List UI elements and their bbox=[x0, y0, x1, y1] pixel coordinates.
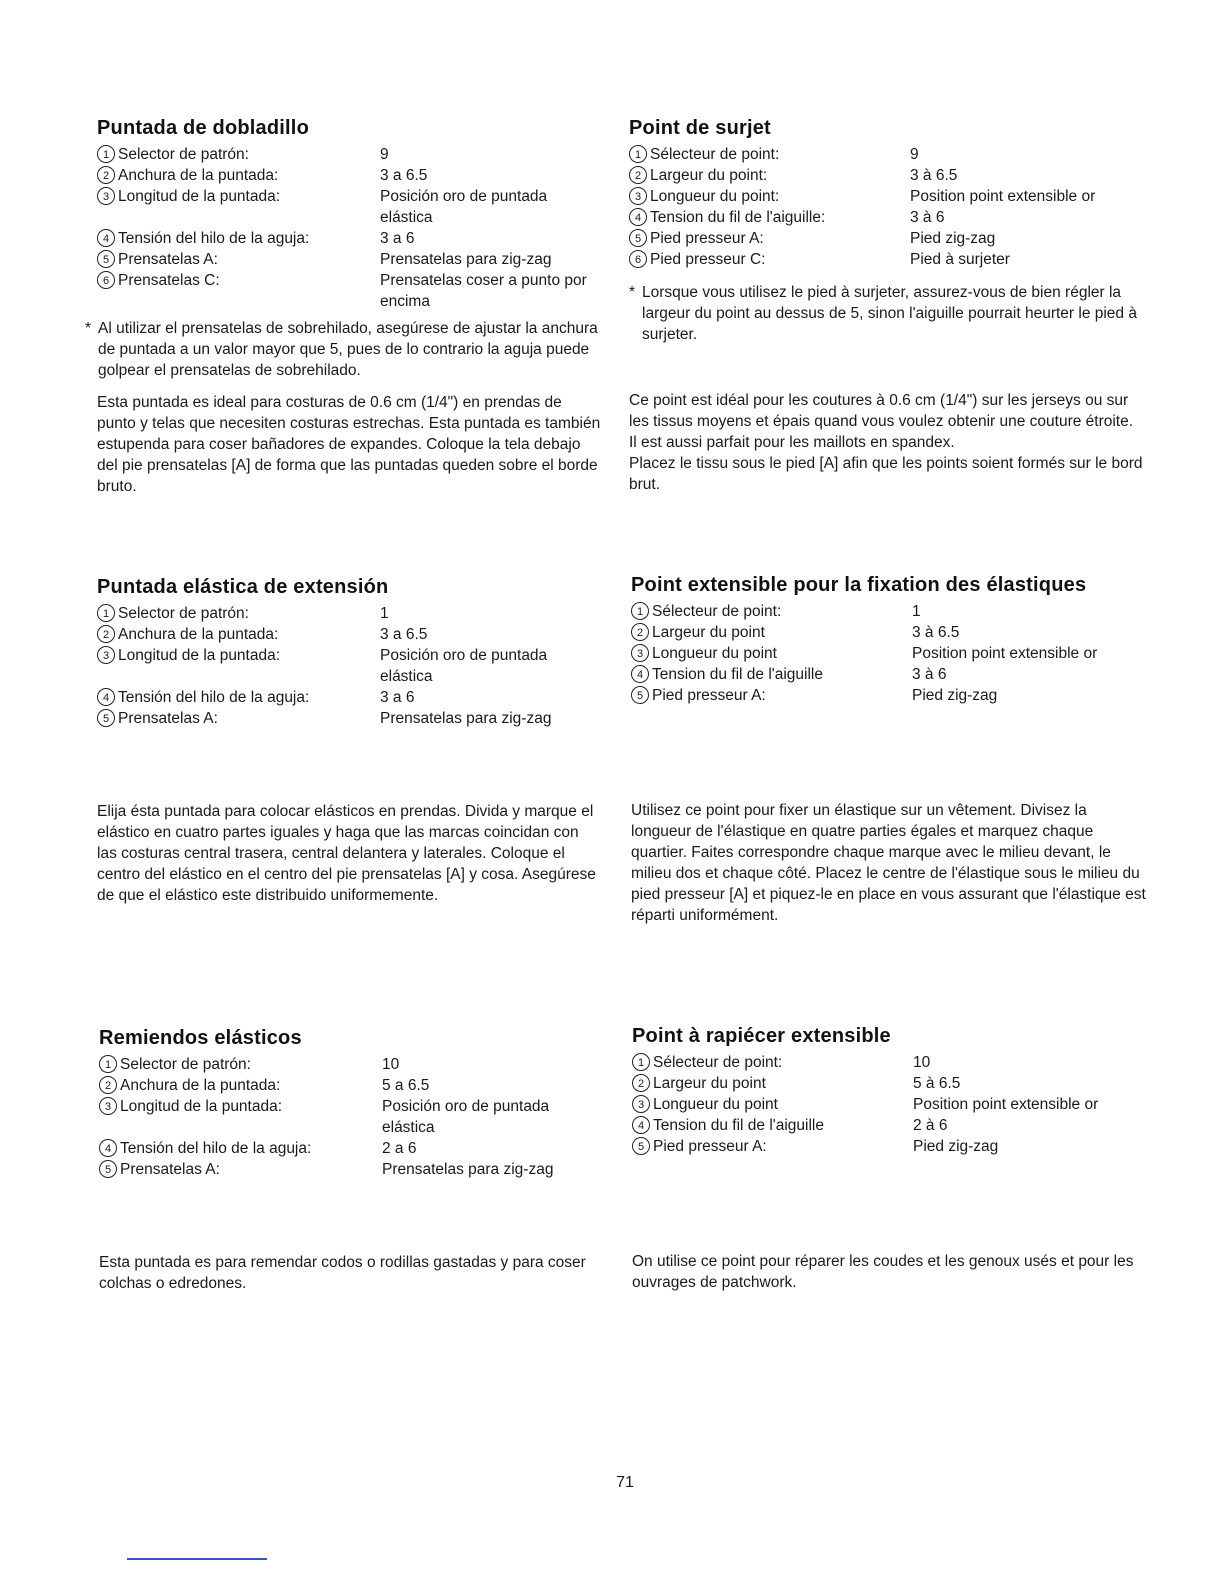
section-puntada-elastica bbox=[97, 576, 617, 729]
setting-row bbox=[631, 685, 1191, 706]
setting-value: Pied zig-zag bbox=[910, 230, 996, 247]
setting-label: Pied presseur C: bbox=[650, 251, 766, 268]
setting-row bbox=[629, 144, 1149, 165]
setting-label: Sélecteur de point: bbox=[650, 146, 780, 163]
description-surjet bbox=[629, 390, 1149, 495]
circled-number: 5 bbox=[97, 709, 115, 727]
setting-label: Prensatelas A: bbox=[118, 251, 218, 268]
note-text: Lorsque vous utilisez le pied à surjeter, assurez-vous de bien régler la largeur du point au dessus de 5, sinon l'aiguille pourrait heurter le pied à surjeter. bbox=[642, 284, 1137, 343]
setting-label: Largeur du point bbox=[653, 1075, 766, 1092]
circled-number: 4 bbox=[631, 665, 649, 683]
section-title: Point à rapiécer extensible bbox=[632, 1025, 891, 1047]
circled-number: 1 bbox=[631, 602, 649, 620]
circled-number: 5 bbox=[97, 250, 115, 268]
setting-label: Longitud de la puntada: bbox=[118, 188, 281, 205]
page-number: 71 bbox=[616, 1474, 634, 1491]
setting-value: Position point extensible or bbox=[910, 188, 1096, 205]
setting-row bbox=[631, 643, 1191, 664]
setting-label: Prensatelas C: bbox=[118, 272, 220, 289]
description-text: Esta puntada es para remendar codos o rodillas gastadas y para coser colchas o edredones. bbox=[99, 1254, 586, 1292]
description-dobladillo bbox=[97, 392, 602, 497]
description-text: Elija ésta puntada para colocar elásticos en prendas. Divida y marque el elástico en cuatro partes iguales y haga que las marcas coincidan con las costuras central trasera, central delantera y laterales. Coloque el centro del elástico en el centro del pie prensatelas [A] y cosa. Asegúrese de que el elástico este distribuido uniformemente. bbox=[97, 803, 596, 904]
setting-value: Posición oro de puntada elástica bbox=[380, 647, 548, 685]
circled-number: 1 bbox=[97, 604, 115, 622]
circled-number: 3 bbox=[629, 187, 647, 205]
circled-number: 2 bbox=[97, 166, 115, 184]
setting-value: Prensatelas para zig-zag bbox=[380, 710, 552, 727]
circled-number: 1 bbox=[97, 145, 115, 163]
setting-row bbox=[629, 165, 1149, 186]
setting-row bbox=[632, 1052, 1152, 1073]
circled-number: 1 bbox=[632, 1053, 650, 1071]
setting-row bbox=[99, 1096, 619, 1138]
setting-label: Anchura de la puntada: bbox=[118, 626, 279, 643]
setting-row bbox=[629, 249, 1149, 270]
section-point-rapiecer bbox=[632, 1025, 1152, 1157]
setting-label: Tension du fil de l'aiguille: bbox=[650, 209, 826, 226]
setting-row bbox=[631, 622, 1191, 643]
section-point-surjet bbox=[629, 117, 1149, 345]
circled-number: 3 bbox=[97, 646, 115, 664]
setting-row bbox=[631, 601, 1191, 622]
setting-label: Pied presseur A: bbox=[653, 1138, 767, 1155]
setting-value: 3 a 6.5 bbox=[380, 626, 428, 643]
circled-number: 2 bbox=[97, 625, 115, 643]
setting-value: Prensatelas coser a punto por encima bbox=[380, 272, 587, 310]
circled-number: 3 bbox=[631, 644, 649, 662]
circled-number: 2 bbox=[629, 166, 647, 184]
circled-number: 1 bbox=[629, 145, 647, 163]
setting-label: Prensatelas A: bbox=[118, 710, 218, 727]
setting-label: Pied presseur A: bbox=[650, 230, 764, 247]
setting-label: Selector de patrón: bbox=[120, 1056, 251, 1073]
setting-value: 3 à 6.5 bbox=[910, 167, 958, 184]
setting-label: Pied presseur A: bbox=[652, 687, 766, 704]
setting-label: Selector de patrón: bbox=[118, 146, 249, 163]
setting-value: 3 a 6.5 bbox=[380, 167, 428, 184]
setting-row bbox=[97, 249, 617, 270]
circled-number: 3 bbox=[632, 1095, 650, 1113]
setting-row bbox=[632, 1073, 1152, 1094]
circled-number: 4 bbox=[97, 688, 115, 706]
setting-label: Tensión del hilo de la aguja: bbox=[118, 689, 310, 706]
setting-value: 3 a 6 bbox=[380, 689, 415, 706]
circled-number: 3 bbox=[97, 187, 115, 205]
section-title: Remiendos elásticos bbox=[99, 1027, 302, 1049]
setting-value: 2 a 6 bbox=[382, 1140, 417, 1157]
setting-row bbox=[97, 270, 617, 312]
setting-row bbox=[99, 1054, 619, 1075]
setting-label: Anchura de la puntada: bbox=[118, 167, 279, 184]
description-text: Ce point est idéal pour les coutures à 0.6 cm (1/4") sur les jerseys ou sur les tissus moyens et épais quand vous voulez obtenir une couture étroite. bbox=[629, 392, 1134, 430]
footer-rule bbox=[127, 1558, 267, 1560]
setting-row bbox=[632, 1136, 1152, 1157]
setting-row bbox=[99, 1159, 619, 1180]
setting-row bbox=[97, 603, 617, 624]
setting-label: Anchura de la puntada: bbox=[120, 1077, 281, 1094]
setting-row bbox=[629, 186, 1149, 207]
note: * Lorsque vous utilisez le pied à surjeter, assurez-vous de bien régler la largeur du point au dessus de 5, sinon l'aiguille pourrait heurter le pied à surjeter. bbox=[629, 282, 1144, 345]
section-point-extensible bbox=[631, 574, 1191, 706]
circled-number: 5 bbox=[631, 686, 649, 704]
setting-label: Longitud de la puntada: bbox=[120, 1098, 283, 1115]
circled-number: 4 bbox=[99, 1139, 117, 1157]
circled-number: 6 bbox=[97, 271, 115, 289]
setting-value: 3 a 6 bbox=[380, 230, 415, 247]
setting-label: Longitud de la puntada: bbox=[118, 647, 281, 664]
setting-row bbox=[97, 186, 617, 228]
setting-row bbox=[632, 1115, 1152, 1136]
setting-value: Pied à surjeter bbox=[910, 251, 1010, 268]
setting-value: Prensatelas para zig-zag bbox=[382, 1161, 554, 1178]
circled-number: 4 bbox=[629, 208, 647, 226]
setting-row bbox=[97, 645, 617, 687]
note-text: Al utilizar el prensatelas de sobrehilado, asegúrese de ajustar la anchura de puntada a un valor mayor que 5, pues de lo contrario la aguja puede golpear el prensatelas de sobrehilado. bbox=[98, 320, 598, 379]
setting-value: 10 bbox=[913, 1054, 931, 1071]
setting-value: 5 à 6.5 bbox=[913, 1075, 961, 1092]
setting-row bbox=[629, 228, 1149, 249]
setting-value: Prensatelas para zig-zag bbox=[380, 251, 552, 268]
circled-number: 4 bbox=[97, 229, 115, 247]
circled-number: 4 bbox=[632, 1116, 650, 1134]
circled-number: 1 bbox=[99, 1055, 117, 1073]
setting-value: 9 bbox=[380, 146, 389, 163]
circled-number: 2 bbox=[99, 1076, 117, 1094]
setting-row bbox=[629, 207, 1149, 228]
description-text: Il est aussi parfait pour les maillots en spandex. bbox=[629, 434, 955, 451]
setting-value: Posición oro de puntada elástica bbox=[382, 1098, 550, 1136]
circled-number: 5 bbox=[632, 1137, 650, 1155]
setting-value: Posición oro de puntada elástica bbox=[380, 188, 548, 226]
setting-value: 2 à 6 bbox=[913, 1117, 948, 1134]
setting-row bbox=[99, 1075, 619, 1096]
section-title: Point de surjet bbox=[629, 117, 771, 139]
setting-value: 10 bbox=[382, 1056, 400, 1073]
setting-row bbox=[97, 165, 617, 186]
circled-number: 5 bbox=[99, 1160, 117, 1178]
setting-label: Sélecteur de point: bbox=[653, 1054, 783, 1071]
setting-label: Tensión del hilo de la aguja: bbox=[120, 1140, 312, 1157]
setting-label: Tension du fil de l'aiguille bbox=[652, 666, 823, 683]
setting-value: Position point extensible or bbox=[913, 1096, 1099, 1113]
description-extensible bbox=[631, 800, 1151, 926]
setting-row bbox=[97, 708, 617, 729]
setting-label: Largeur du point: bbox=[650, 167, 768, 184]
setting-row bbox=[631, 664, 1191, 685]
circled-number: 6 bbox=[629, 250, 647, 268]
setting-label: Selector de patrón: bbox=[118, 605, 249, 622]
setting-label: Prensatelas A: bbox=[120, 1161, 220, 1178]
section-puntada-dobladillo bbox=[85, 117, 617, 381]
note: * Al utilizar el prensatelas de sobrehilado, asegúrese de ajustar la anchura de puntada a un valor mayor que 5, pues de lo contrario la aguja puede golpear el prensatelas de sobrehilado. bbox=[85, 318, 610, 381]
setting-label: Longueur du point bbox=[653, 1096, 778, 1113]
setting-row bbox=[99, 1138, 619, 1159]
circled-number: 3 bbox=[99, 1097, 117, 1115]
description-text: Esta puntada es ideal para costuras de 0.6 cm (1/4") en prendas de punto y telas que necesiten costuras estrechas. Esta puntada es también estupenda para coser bañadores de expandes. Coloque la tela debajo del pie prensatelas [A] de forma que las puntadas queden sobre el borde bruto. bbox=[97, 394, 601, 495]
section-title: Puntada de dobladillo bbox=[97, 117, 309, 139]
description-text: Placez le tissu sous le pied [A] afin que les points soient formés sur le bord brut. bbox=[629, 455, 1143, 493]
description-rapiecer bbox=[632, 1251, 1147, 1293]
setting-label: Largeur du point bbox=[652, 624, 765, 641]
description-remiendos bbox=[99, 1252, 609, 1294]
setting-label: Tensión del hilo de la aguja: bbox=[118, 230, 310, 247]
description-elastica bbox=[97, 801, 602, 906]
setting-value: 1 bbox=[912, 603, 921, 620]
setting-label: Sélecteur de point: bbox=[652, 603, 782, 620]
setting-value: 5 a 6.5 bbox=[382, 1077, 430, 1094]
section-remiendos bbox=[99, 1027, 619, 1180]
circled-number: 2 bbox=[632, 1074, 650, 1092]
setting-value: 3 à 6.5 bbox=[912, 624, 960, 641]
setting-value: 3 à 6 bbox=[910, 209, 945, 226]
setting-value: 9 bbox=[910, 146, 919, 163]
section-title: Puntada elástica de extensión bbox=[97, 576, 389, 598]
circled-number: 5 bbox=[629, 229, 647, 247]
setting-value: 1 bbox=[380, 605, 389, 622]
setting-row bbox=[97, 228, 617, 249]
setting-row bbox=[97, 687, 617, 708]
circled-number: 2 bbox=[631, 623, 649, 641]
setting-row bbox=[97, 144, 617, 165]
setting-label: Longueur du point bbox=[652, 645, 777, 662]
section-title: Point extensible pour la fixation des élastiques bbox=[631, 574, 1087, 596]
setting-row bbox=[97, 624, 617, 645]
description-text: On utilise ce point pour réparer les coudes et les genoux usés et pour les ouvrages de patchwork. bbox=[632, 1253, 1134, 1291]
setting-value: 3 à 6 bbox=[912, 666, 947, 683]
setting-label: Tension du fil de l'aiguille bbox=[653, 1117, 824, 1134]
setting-row bbox=[632, 1094, 1152, 1115]
setting-value: Pied zig-zag bbox=[912, 687, 998, 704]
description-text: Utilisez ce point pour fixer un élastique sur un vêtement. Divisez la longueur de l'élastique en quatre parties égales et marquez chaque quartier. Faites correspondre chaque marque avec le milieu devant, le milieu dos et chaque côté. Placez le centre de l'élastique sous le milieu du pied presseur [A] et piquez-le en place en vous assurant que l'élastique est réparti uniformément. bbox=[631, 802, 1146, 924]
setting-value: Position point extensible or bbox=[912, 645, 1098, 662]
setting-label: Longueur du point: bbox=[650, 188, 780, 205]
setting-value: Pied zig-zag bbox=[913, 1138, 999, 1155]
